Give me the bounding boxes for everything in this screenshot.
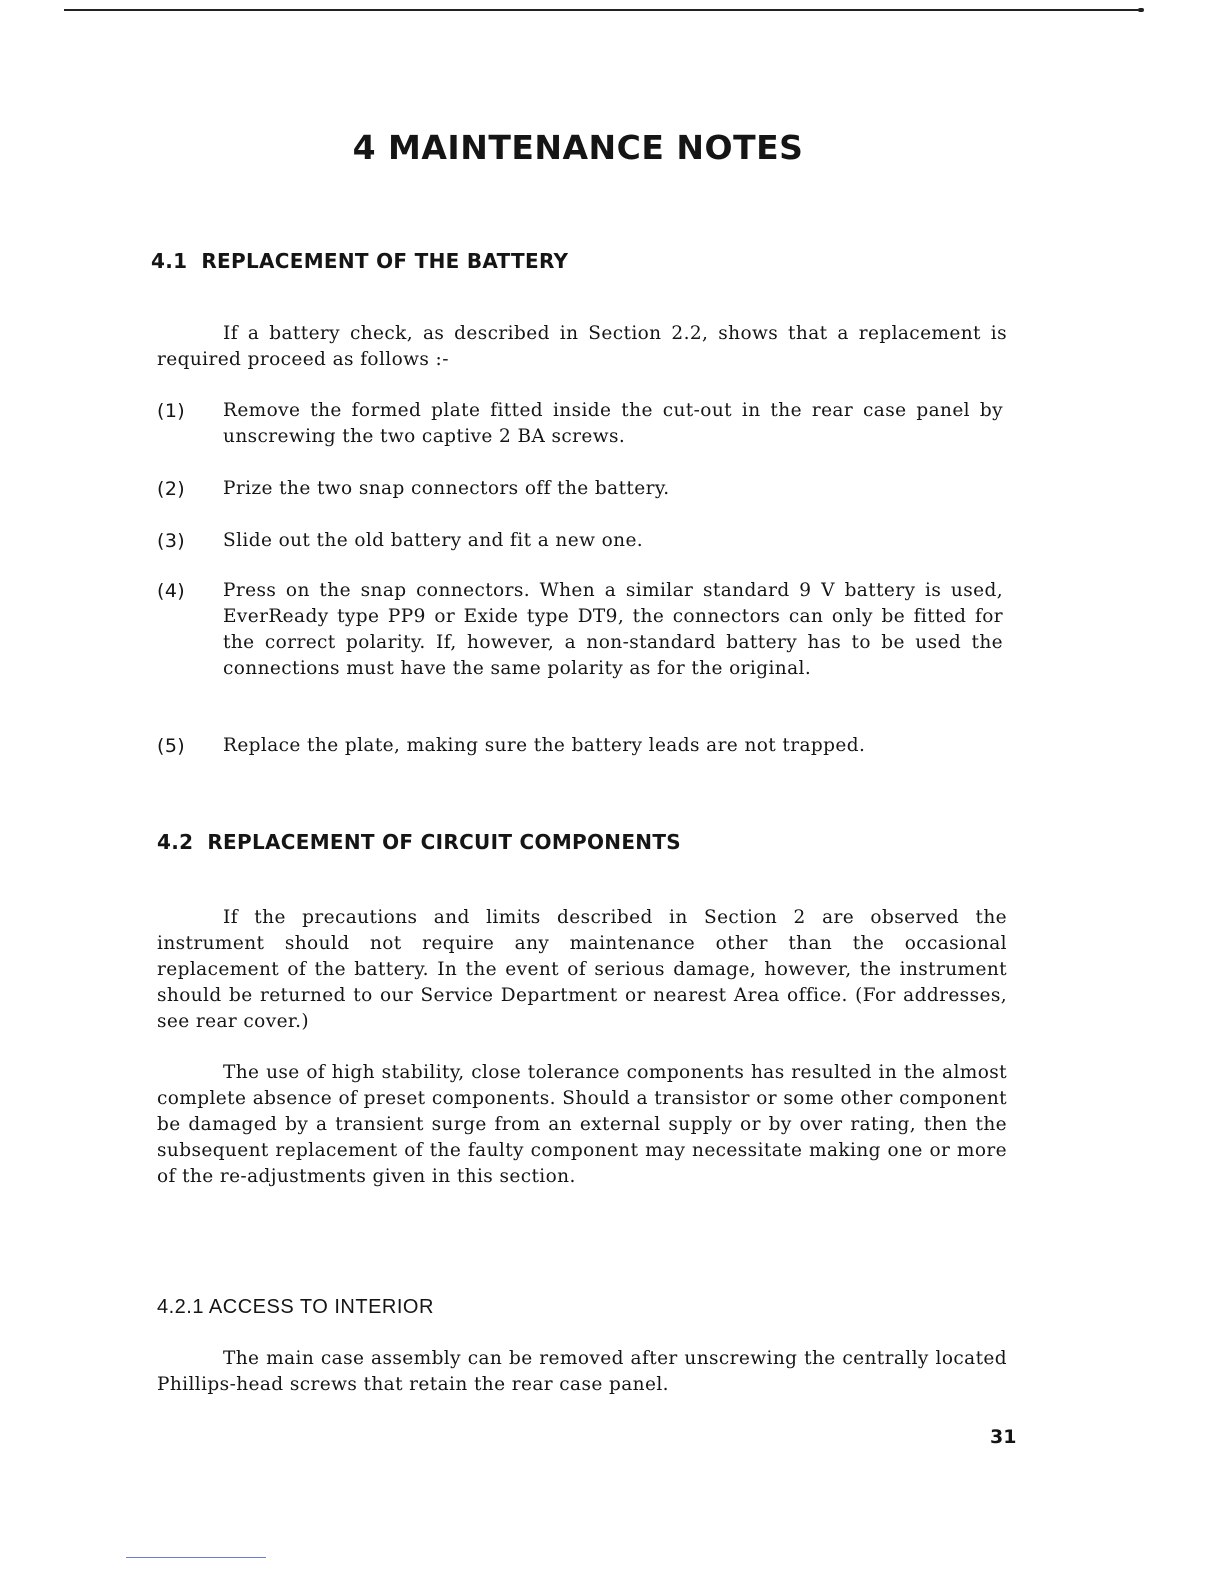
components-paragraph-2-text: The use of high stability, close tolerance components has resulted in the almost complete absence of preset components. Should a transistor or some other component be damaged by a transient surge from an external supply or by over rating, then the subsequent replacement of the faulty component may necessitate making one or more of the re-adjustments given in this section. [157,1062,1007,1187]
page-number: 31 [990,1426,1017,1448]
step-text: Remove the formed plate fitted inside the cut-out in the rear case panel by unscrewing the two captive 2 BA screws. [223,400,1003,447]
step-text: Prize the two snap connectors off the battery. [223,478,670,499]
battery-step-4 [157,578,1007,682]
step-text: Press on the snap connectors. When a similar standard 9 V battery is used, EverReady type PP9 or Exide type DT9, the connectors can only be fitted for the correct polarity. If, however, a non-standard battery has to be used the connections must have the same polarity as for the original. [223,580,1003,679]
section-heading-4-1 [151,249,568,273]
step-number: (4) [157,580,186,602]
step-number: (5) [157,735,186,757]
step-number: (3) [157,530,186,552]
battery-step-3 [157,528,1007,554]
bottom-mark [126,1557,266,1558]
top-rule [64,9,1142,11]
section-heading-4-2 [157,830,681,854]
battery-step-2 [157,476,1007,502]
battery-step-5 [157,733,1007,759]
access-paragraph-text: The main case assembly can be removed after unscrewing the centrally located Phillips-head screws that retain the rear case panel. [157,1348,1007,1395]
section-number: 4.1 [151,249,188,273]
battery-intro-paragraph [157,321,1007,373]
components-paragraph-1 [157,905,1007,1035]
battery-step-1 [157,398,1007,450]
battery-intro-text: If a battery check, as described in Section 2.2, shows that a replacement is required proceed as follows :- [157,323,1007,370]
subsection-heading-4-2-1: 4.2.1 ACCESS TO INTERIOR [157,1296,434,1318]
section-number: 4.2 [157,830,194,854]
step-number: (2) [157,478,186,500]
access-paragraph [157,1346,1007,1398]
components-paragraph-1-text: If the precautions and limits described in Section 2 are observed the instrument should not require any maintenance other than the occasional replacement of the battery. In the event of serious damage, however, the instrument should be returned to our Service Department or nearest Area office. (For addresses, see rear cover.) [157,907,1007,1032]
step-text: Slide out the old battery and fit a new one. [223,530,644,551]
chapter-title: 4 MAINTENANCE NOTES [352,128,804,167]
section-title: REPLACEMENT OF THE BATTERY [201,249,569,273]
step-text: Replace the plate, making sure the battery leads are not trapped. [223,735,866,756]
step-number: (1) [157,400,186,422]
components-paragraph-2 [157,1060,1007,1190]
section-title: REPLACEMENT OF CIRCUIT COMPONENTS [207,830,681,854]
